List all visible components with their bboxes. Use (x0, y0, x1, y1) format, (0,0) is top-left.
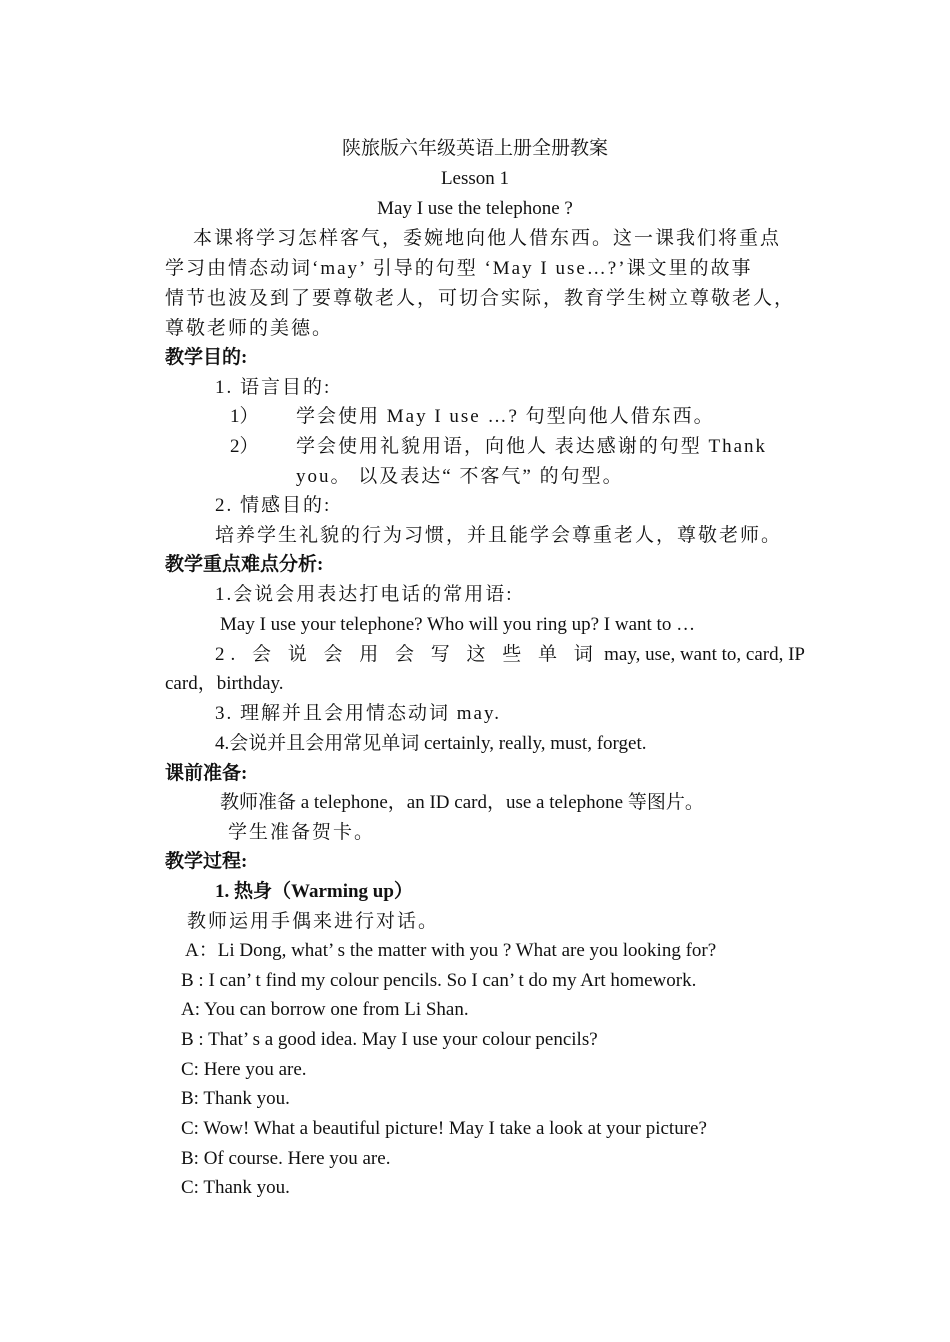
key-points-heading: 教学重点难点分析: (165, 554, 324, 575)
objective-item-2-continuation: you。 以及表达“ 不客气” 的句型。 (296, 466, 624, 487)
key-point-3: 3. 理解并且会用情态动词 may. (215, 703, 501, 724)
dialogue-line-6: B: Thank you. (181, 1088, 290, 1109)
dialogue-line-5: C: Here you are. (181, 1059, 307, 1080)
key-point-1: 1.会说会用表达打电话的常用语: (215, 584, 514, 605)
process-heading: 教学过程: (165, 851, 248, 872)
intro-line-2: 学习由情态动词‘may’ 引导的句型 ‘May I use…?’课文里的故事 (165, 258, 753, 279)
key-point-2 (215, 643, 805, 667)
dialogue-line-2: B : I can’ t find my colour pencils. So I can’ t do my Art homework. (181, 970, 697, 991)
lesson-number: Lesson 1 (440, 168, 510, 189)
dialogue-line-7: C: Wow! What a beautiful picture! May I take a look at your picture? (181, 1118, 707, 1139)
process-step-1-text: 教师运用手偶来进行对话。 (187, 911, 440, 932)
dialogue-line-8: B: Of course. Here you are. (181, 1148, 391, 1169)
preparation-heading: 课前准备: (165, 763, 248, 784)
objective-item-1-text: 学会使用 May I use …? 句型向他人借东西。 (296, 406, 715, 427)
objective-item-1-number: 1） (230, 406, 259, 427)
lesson-subtitle: May I use the telephone ? (377, 198, 573, 219)
intro-line-3: 情节也波及到了要尊敬老人，可切合实际，教育学生树立尊敬老人， (165, 288, 796, 309)
dialogue-line-1: A：Li Dong, what’ s the matter with you ? What are you looking for? (185, 940, 717, 961)
language-objective-heading: 1. 语言目的: (215, 377, 332, 398)
key-point-1-example: May I use your telephone? Who will you ring up? I want to … (220, 614, 696, 635)
dialogue-line-4: B : That’ s a good idea. May I use your colour pencils? (181, 1029, 598, 1050)
key-point-4: 4.会说并且会用常见单词 certainly, really, must, forget. (215, 733, 647, 754)
preparation-student: 学生准备贺卡。 (228, 822, 376, 843)
preparation-teacher: 教师准备 a telephone，an ID card，use a telephone 等图片。 (220, 792, 704, 813)
dialogue-line-9: C: Thank you. (181, 1177, 290, 1198)
objective-item-2-number: 2） (230, 436, 259, 457)
document-title: 陕旅版六年级英语上册全册教案 (341, 138, 608, 159)
dialogue-line-3: A: You can borrow one from Li Shan. (181, 999, 469, 1020)
emotion-objective-text: 培养学生礼貌的行为习惯，并且能学会尊重老人，尊敬老师。 (215, 525, 783, 546)
objectives-heading: 教学目的: (165, 347, 248, 368)
key-point-2-continuation: card，birthday. (165, 673, 284, 694)
objective-item-2-text: 学会使用礼貌用语，向他人 表达感谢的句型 Thank (296, 436, 768, 457)
intro-line-4: 尊敬老师的美德。 (165, 318, 334, 339)
key-point-2-label: 2. 会 说 会 用 会 写 这 些 单 词 (215, 644, 599, 665)
intro-line-1: 本课将学习怎样客气，委婉地向他人借东西。这一课我们将重点 (193, 228, 782, 249)
process-step-1: 1. 热身（Warming up） (215, 881, 413, 902)
key-point-2-words: may, use, want to, card, IP (604, 644, 805, 665)
emotion-objective-heading: 2. 情感目的: (215, 495, 332, 516)
